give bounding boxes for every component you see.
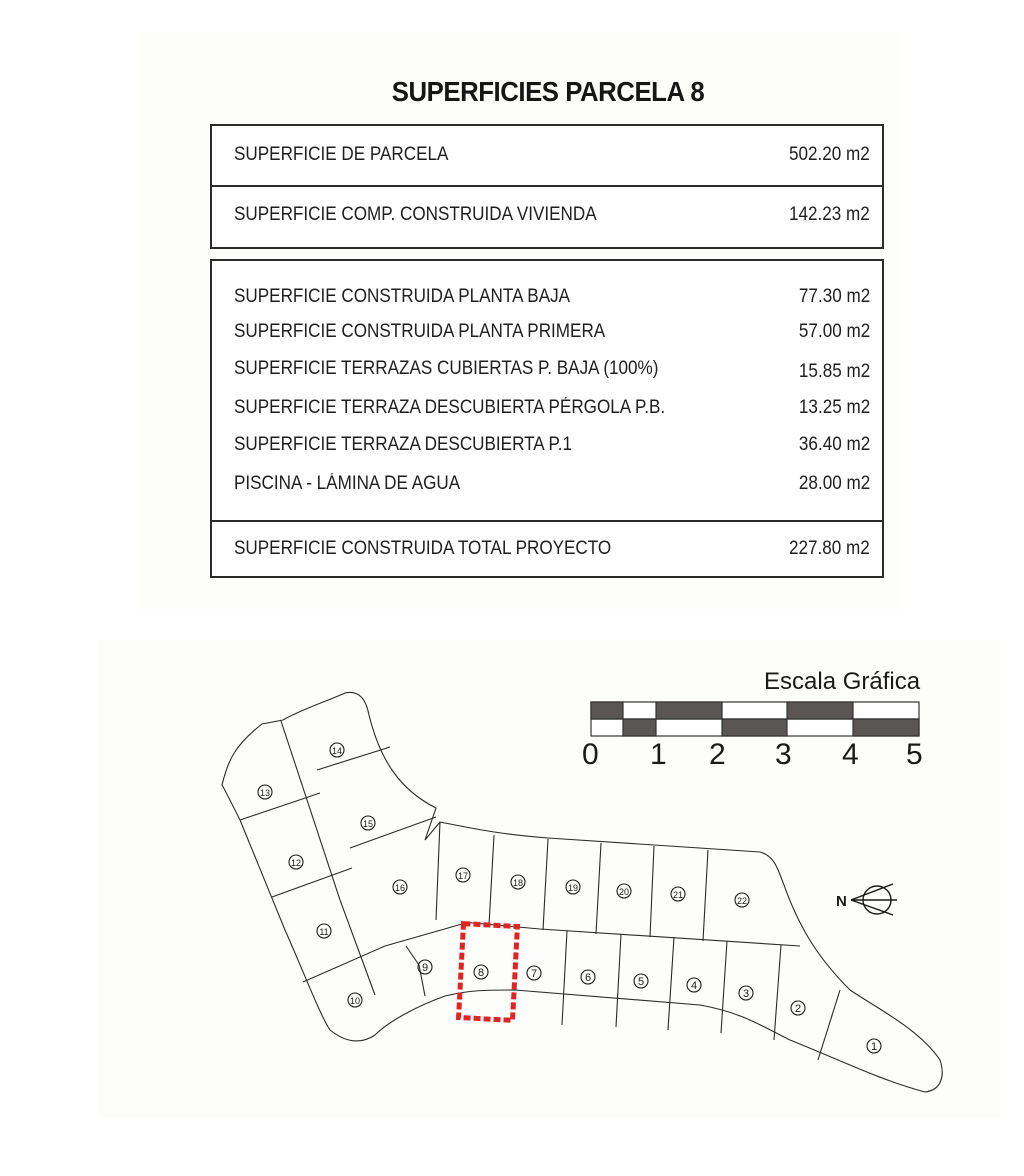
- lot-2-label: 2: [794, 1003, 802, 1015]
- scale-tick-3: 3: [775, 738, 792, 771]
- row-label: SUPERFICIE TERRAZA DESCUBIERTA P.1: [234, 434, 572, 455]
- lot-6-label: 6: [584, 972, 592, 984]
- scale-title: Escala Gráfica: [764, 668, 921, 695]
- row-label: SUPERFICIE CONSTRUIDA TOTAL PROYECTO: [234, 538, 612, 559]
- row-label: SUPERFICIE TERRAZA DESCUBIERTA PÉRGOLA P.B.: [234, 397, 666, 418]
- row-value: 28.00 m2: [798, 473, 870, 494]
- lot-20-label: 20: [618, 887, 630, 897]
- row-value: 142.23 m2: [789, 204, 870, 225]
- row-label: SUPERFICIE CONSTRUIDA PLANTA BAJA: [234, 286, 571, 307]
- scale-tick-2: 2: [709, 738, 726, 771]
- lot-8-label: 8: [477, 967, 485, 979]
- lot-21-label: 21: [672, 890, 684, 900]
- row-label: SUPERFICIE DE PARCELA: [234, 144, 449, 165]
- lot-17-label: 17: [457, 871, 469, 881]
- lot-12-label: 12: [290, 858, 302, 868]
- lot-10-label: 10: [349, 996, 361, 1006]
- row-value: 15.85 m2: [798, 361, 870, 382]
- lot-4-label: 4: [690, 980, 698, 992]
- row-label: SUPERFICIE TERRAZAS CUBIERTAS P. BAJA (100%): [234, 358, 659, 379]
- row-label: PISCINA - LÁMINA DE AGUA: [234, 473, 461, 494]
- lot-labels: [258, 743, 881, 1053]
- lot-22-label: 22: [736, 896, 748, 906]
- lot-5-label: 5: [637, 976, 645, 988]
- lot-19-label: 19: [567, 883, 579, 893]
- row-value: 36.40 m2: [798, 434, 870, 455]
- lot-11-label: 11: [319, 927, 329, 937]
- lot-13-label: 13: [259, 788, 271, 798]
- scale-tick-1: 1: [650, 738, 667, 771]
- row-value: 77.30 m2: [798, 286, 870, 307]
- scale-tick-0: 0: [582, 738, 599, 771]
- scale-tick-5: 5: [906, 738, 923, 771]
- north-label: N: [836, 893, 847, 910]
- row-value: 13.25 m2: [798, 397, 870, 418]
- row-value: 57.00 m2: [798, 321, 870, 342]
- row-value: 502.20 m2: [789, 144, 870, 165]
- lot-15-label: 15: [362, 819, 374, 829]
- row-label: SUPERFICIE COMP. CONSTRUIDA VIVIENDA: [234, 204, 597, 225]
- north-arrow-icon: [851, 884, 897, 915]
- row-value: 227.80 m2: [789, 538, 870, 559]
- page-title: SUPERFICIES PARCELA 8: [391, 76, 705, 107]
- scale-bar: [591, 702, 919, 736]
- lot-14-label: 14: [331, 746, 343, 756]
- lot-9-label: 9: [421, 962, 429, 974]
- lot-7-label: 7: [530, 968, 538, 980]
- lot-16-label: 16: [394, 883, 406, 893]
- lot-1-label: 1: [870, 1041, 878, 1053]
- lot-18-label: 18: [512, 878, 524, 888]
- row-label: SUPERFICIE CONSTRUIDA PLANTA PRIMERA: [234, 321, 606, 342]
- scale-tick-4: 4: [842, 738, 859, 771]
- lot-3-label: 3: [742, 988, 750, 1000]
